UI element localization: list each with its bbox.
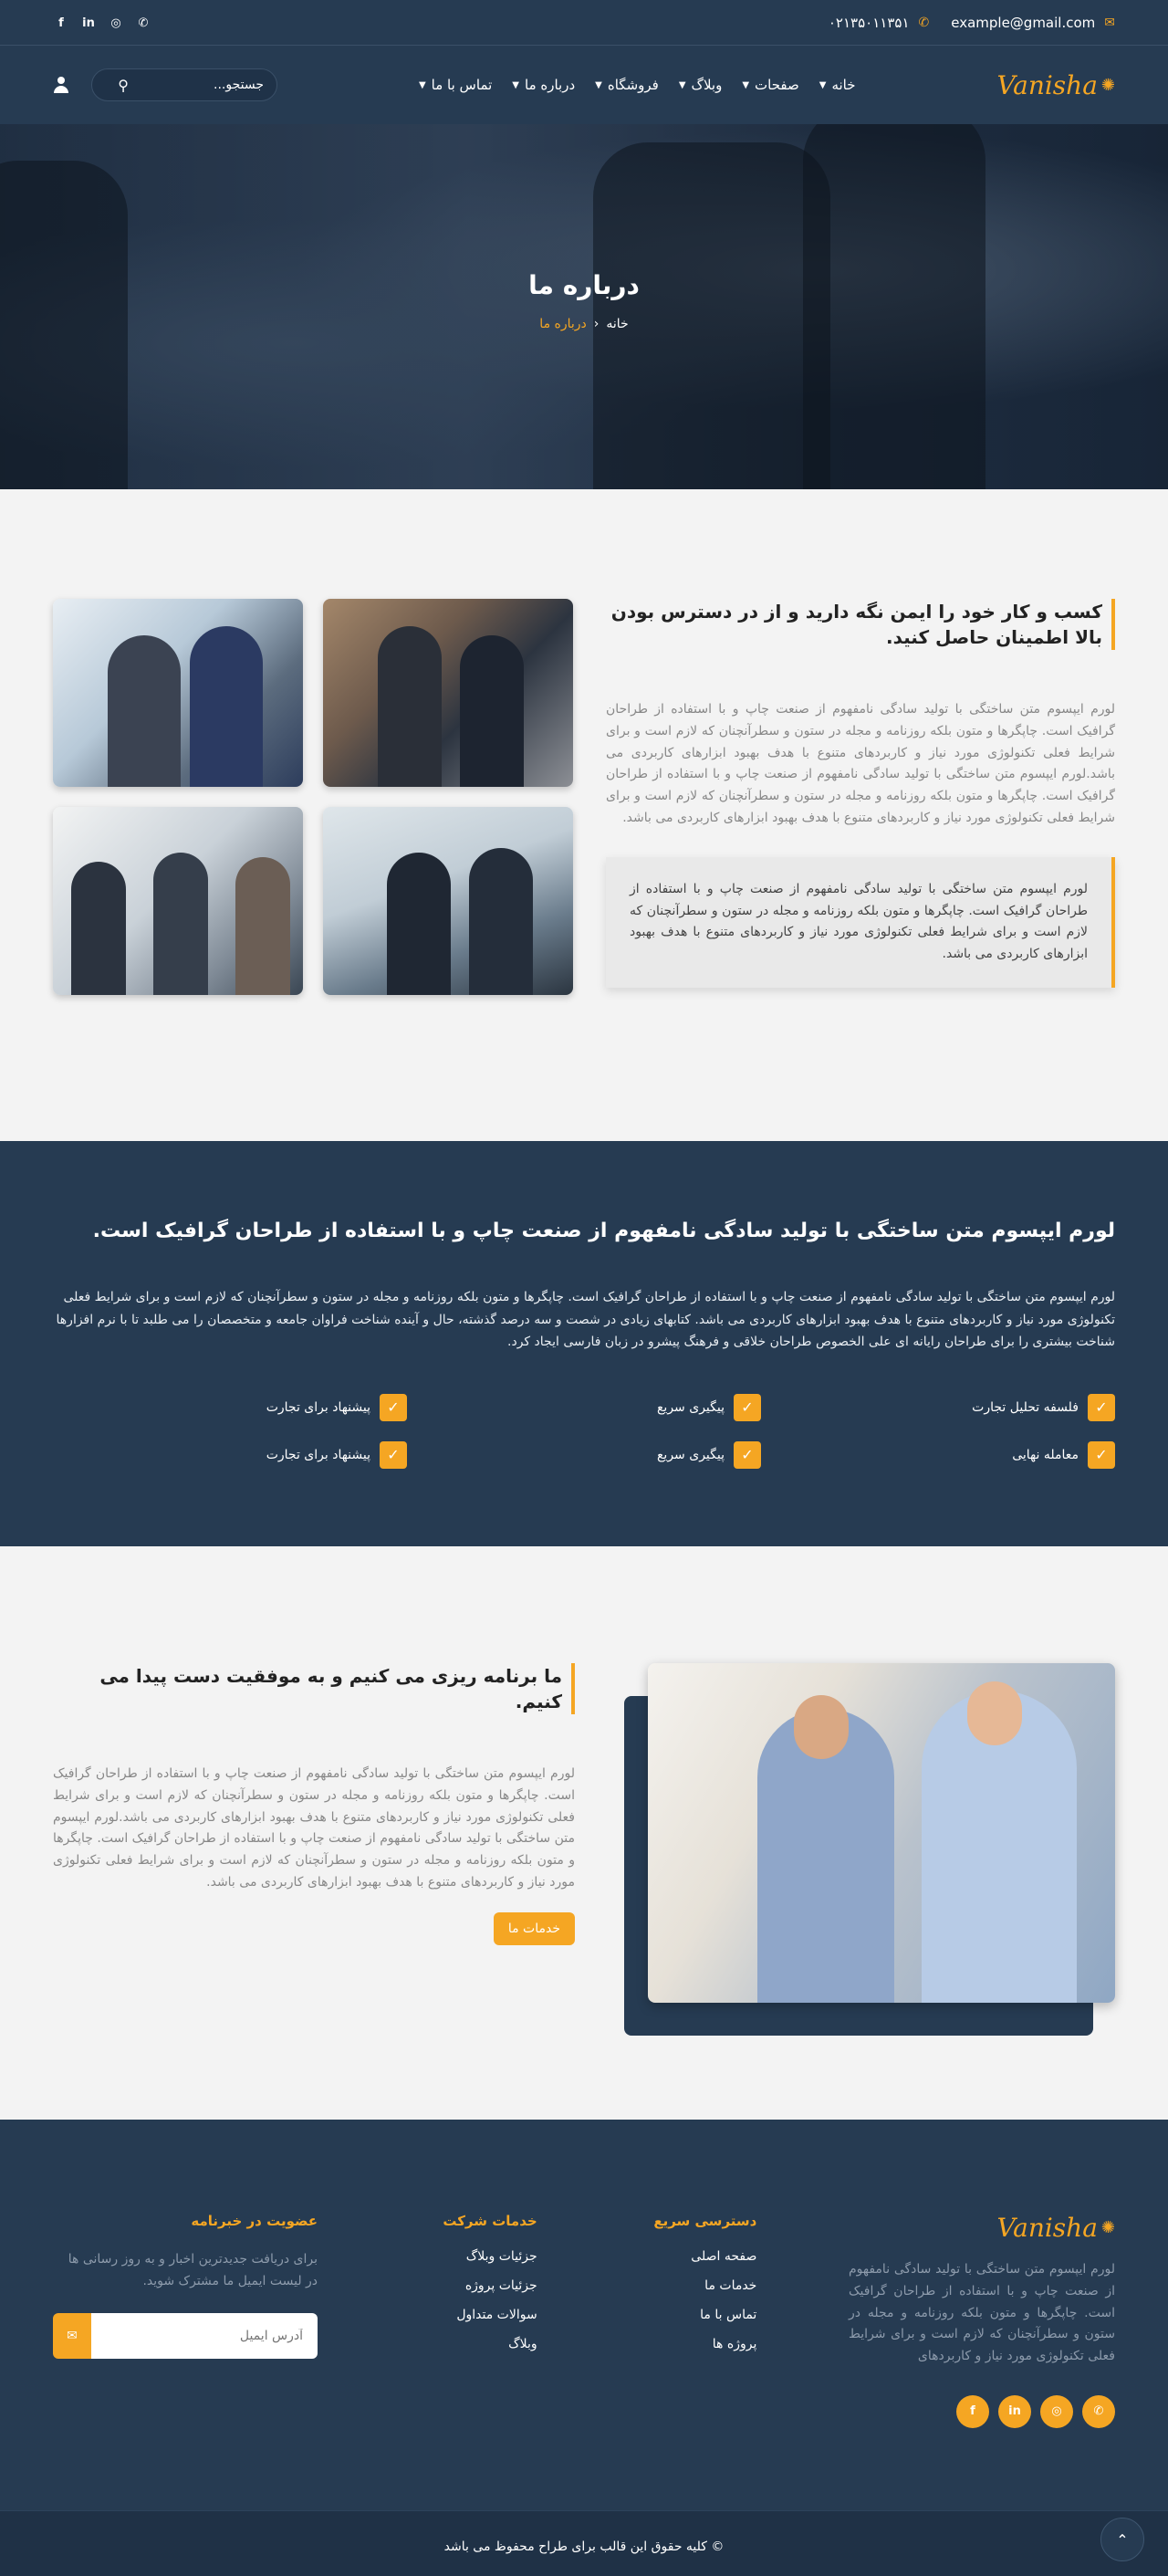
sun-icon: ✺ [1100,2218,1115,2237]
mail-icon: ✉ [1104,16,1115,30]
chevron-left-icon: ‹ [593,317,600,331]
feature-item [53,1441,407,1469]
chevron-down-icon: ▼ [418,79,426,90]
chevron-up-icon: ⌃ [1116,2530,1129,2549]
contact-email[interactable]: example@gmail.com [951,15,1096,31]
footer-column-title: دسترسی سریع [653,2213,757,2229]
footer-column-title: خدمات شرکت [443,2213,537,2229]
linkedin-icon[interactable]: in [998,2395,1031,2428]
footer-column-title: عضویت در خبرنامه [191,2213,318,2229]
about-gallery [53,599,573,995]
footer-social-links [849,2395,1115,2428]
feature-item [407,1394,761,1421]
footer-link[interactable]: خدمات ما [704,2278,757,2293]
feature-item [761,1394,1115,1421]
user-icon[interactable] [53,77,69,93]
menu-label: خانه [831,77,856,93]
footer-link[interactable]: وبلاگ [508,2337,537,2351]
facebook-icon[interactable]: f [956,2395,989,2428]
whatsapp-icon[interactable]: ✆ [138,16,149,30]
about-body: لورم ایپسوم متن ساختگی با تولید سادگی نامفهوم از صنعت چاپ و با استفاده از طراحان گرافیک است. چاپگرها و متون بلکه روزنامه و مجله در ستون و سطرآنچنان که لازم است و برای شرایط فعلی تکنولوژی مورد نیاز و کاربردهای متنوع با هدف بهبود ابزارهای کاربردی می باشد.لورم ایپسوم متن ساختگی با تولید سادگی نامفهوم از صنعت چاپ و با استفاده از طراحان گرافیک است. چاپگرها و متون بلکه روزنامه و مجله در ستون و سطرآنچنان که لازم است و برای شرایط فعلی تکنولوژی مورد نیاز و کاربردهای متنوع با هدف بهبود ابزارهای کاربردی می باشد. [606,702,1115,825]
breadcrumb [0,317,1168,331]
newsletter [53,2213,318,2428]
search-input[interactable] [136,78,264,92]
search-box [91,68,277,101]
menu-label: تماس با ما [431,77,493,93]
whatsapp-icon[interactable]: ✆ [1082,2395,1115,2428]
mail-icon[interactable]: ✉ [53,2313,91,2359]
footer-about-text: لورم ایپسوم متن ساختگی با تولید سادگی نامفهوم از صنعت چاپ و با استفاده از طراحان گرافیک است. چاپگرها و متون بلکه روزنامه و مجله در ستون و سطرآنچنان که لازم است و برای شرایط فعلی تکنولوژی مورد نیاز و کاربردهای [849,2262,1115,2364]
check-icon: ✓ [734,1394,761,1421]
newsletter-form [53,2313,318,2359]
menu-item-pages[interactable] [742,77,798,93]
menu-label: وبلاگ [691,77,723,93]
gallery-image [53,599,303,787]
plan-body: لورم ایپسوم متن ساختگی با تولید سادگی نامفهوم از صنعت چاپ و با استفاده از طراحان گرافیک است. چاپگرها و متون بلکه روزنامه و مجله در ستون و سطرآنچنان که لازم است و برای شرایط فعلی تکنولوژی مورد نیاز و کاربردهای متنوع با هدف بهبود ابزارهای کاربردی می باشد.لورم ایپسوم متن ساختگی با تولید سادگی نامفهوم از صنعت چاپ و با استفاده از طراحان گرافیک است. چاپگرها و متون بلکه روزنامه و مجله در ستون و سطرآنچنان که لازم است و برای شرایط فعلی تکنولوژی مورد نیاز و کاربردهای متنوع با هدف بهبود ابزارهای کاربردی می باشد. [53,1766,575,1890]
menu-label: صفحات [755,77,799,93]
footer-link[interactable]: جزئیات وبلاگ [465,2249,537,2264]
check-icon: ✓ [1088,1394,1115,1421]
menu-item-blog[interactable] [679,77,723,93]
menu-label: فروشگاه [607,77,659,93]
about-title: کسب و کار خود را ایمن نگه دارید و از در دسترس بودن بالا اطمینان حاصل کنید. [606,599,1115,650]
gallery-image [323,599,573,787]
feature-label: پیشنهاد برای تجارت [266,1399,370,1415]
instagram-icon[interactable]: ◎ [110,16,121,30]
feature-label: معامله نهایی [1012,1447,1079,1462]
footer-quick-links [629,2213,756,2428]
site-footer [0,2120,1168,2510]
page-title: درباره ما [528,270,640,300]
footer-link[interactable]: تماس با ما [700,2308,757,2322]
main-navbar [0,46,1168,124]
check-icon: ✓ [734,1441,761,1469]
newsletter-text: برای دریافت جدیدترین اخبار و به روز رسانی ها در لیست ایمیل ما مشترک شوید. [68,2252,318,2288]
plan-title: ما برنامه ریزی می کنیم و به موفقیت دست پیدا می کنیم. [53,1663,575,1714]
site-logo[interactable] [996,70,1115,100]
chevron-down-icon: ▼ [512,79,519,90]
back-to-top-button[interactable] [1100,2518,1144,2561]
gallery-image [323,807,573,995]
chevron-down-icon: ▼ [819,79,827,90]
band-title: لورم ایپسوم متن ساختگی با تولید سادگی نامفهوم از صنعت چاپ و با استفاده از طراحان گرافیک است. [92,1220,1115,1242]
menu-item-contact[interactable] [419,77,492,93]
feature-label: پیگیری سریع [656,1399,725,1415]
top-social-links [53,16,151,30]
feature-list [53,1394,1115,1469]
logo-text: Vanisha [996,69,1098,100]
feature-label: پیگیری سریع [656,1447,725,1462]
menu-label: درباره ما [525,77,576,93]
plan-image-frame [624,1663,1115,2036]
features-band [0,1141,1168,1546]
check-icon: ✓ [380,1394,407,1421]
footer-services-links [410,2213,537,2428]
feature-item [761,1441,1115,1469]
feature-item [53,1394,407,1421]
copyright: © کلیه حقوق این قالب برای طراح محفوظ می باشد [0,2510,1168,2576]
search-icon[interactable]: ⚲ [118,76,130,94]
menu-item-about[interactable] [512,77,575,93]
sun-icon: ✺ [1100,75,1115,95]
services-button[interactable]: خدمات ما [494,1912,575,1945]
facebook-icon[interactable]: f [58,16,64,30]
logo-text: Vanisha [996,2213,1098,2243]
about-section [0,489,1168,1141]
check-icon: ✓ [1088,1441,1115,1469]
chevron-down-icon: ▼ [595,79,602,90]
footer-link[interactable]: سوالات متداول [456,2308,537,2322]
breadcrumb-current: درباره ما [539,317,587,331]
chevron-down-icon: ▼ [678,79,686,90]
breadcrumb-home[interactable]: خانه [606,317,629,331]
linkedin-icon[interactable]: in [82,16,95,30]
footer-link[interactable]: صفحه اصلی [691,2249,757,2264]
gallery-image [53,807,303,995]
footer-logo[interactable] [849,2213,1115,2243]
menu-item-home[interactable] [819,77,856,93]
contact-info [829,15,1115,31]
menu-item-shop[interactable] [595,77,659,93]
about-quote: لورم ایپسوم متن ساختگی با تولید سادگی نامفهوم از صنعت چاپ و با استفاده از طراحان گرافیک است. چاپگرها و متون بلکه روزنامه و مجله در ستون و سطرآنچنان که لازم است و برای شرایط فعلی تکنولوژی مورد نیاز و کاربردهای متنوع با هدف بهبود ابزارهای کاربردی می باشد. [606,857,1115,988]
feature-item [407,1441,761,1469]
footer-link[interactable]: جزئیات پروژه [464,2278,537,2293]
main-menu [419,77,856,93]
feature-label: پیشنهاد برای تجارت [266,1447,370,1462]
plan-section [0,1546,1168,2120]
page-hero [0,124,1168,489]
top-bar [0,0,1168,46]
band-body: لورم ایپسوم متن ساختگی با تولید سادگی نامفهوم از صنعت چاپ و با استفاده از طراحان گرافیک است. چاپگرها و متون بلکه روزنامه و مجله در ستون و سطرآنچنان که لازم است و برای شرایط فعلی تکنولوژی مورد نیاز و کاربردهای متنوع با هدف بهبود ابزارهای کاربردی می باشد. کتابهای زیادی در شصت و سه درصد گذشته، حال و آینده شناخت فراوان جامعه و متخصصان را می طلبد تا با نرم افزارها شناخت بیشتری را برای طراحان رایانه ای علی الخصوص طراحان خلاقی و فرهنگ پیشرو در زبان فارسی ایجاد کرد. [56,1290,1115,1349]
phone-icon: ✆ [918,16,930,30]
feature-label: فلسفه تحلیل تجارت [972,1399,1079,1415]
chevron-down-icon: ▼ [742,79,750,90]
instagram-icon[interactable]: ◎ [1040,2395,1073,2428]
check-icon: ✓ [380,1441,407,1469]
contact-phone[interactable]: ۰۲۱۳۵۰۱۱۳۵۱ [828,15,910,31]
email-field[interactable] [91,2313,318,2359]
plan-image [648,1663,1115,2003]
footer-link[interactable]: پروژه ها [712,2337,757,2351]
